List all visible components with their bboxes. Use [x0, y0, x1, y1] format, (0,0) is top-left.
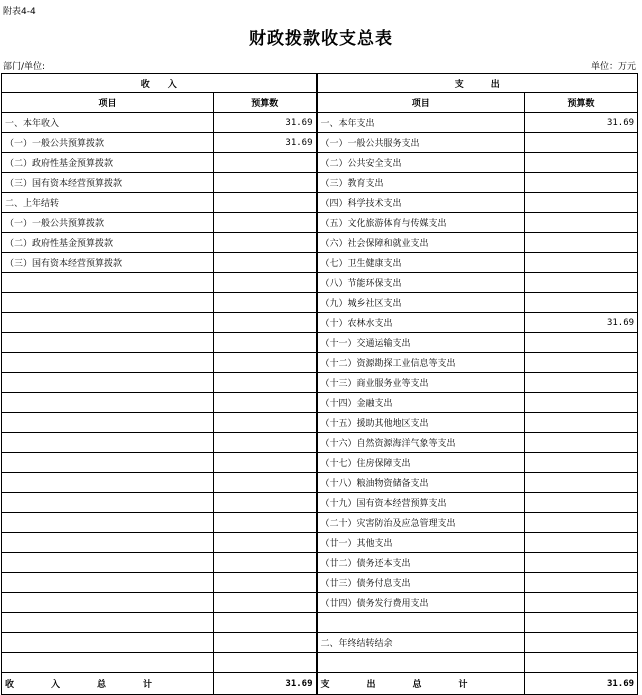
- income-budget-cell: [214, 653, 317, 673]
- unit-label: 单位：万元: [590, 62, 636, 72]
- income-item-cell: [2, 413, 214, 433]
- table-row: [2, 373, 638, 393]
- income-budget-cell: [214, 513, 317, 533]
- expense-total-label: 支 出 总 计: [317, 673, 525, 695]
- expense-item-cell: （十七）住房保障支出: [317, 453, 525, 473]
- income-item-cell: [2, 493, 214, 513]
- expense-item-cell: （四）科学技术支出: [317, 193, 525, 213]
- expense-budget-cell: [525, 193, 638, 213]
- expense-budget-cell: [525, 513, 638, 533]
- expense-budget-cell: [525, 233, 638, 253]
- income-budget-cell: [214, 213, 317, 233]
- income-budget-cell: [214, 353, 317, 373]
- table-row: [2, 113, 638, 133]
- expense-budget-cell: [525, 493, 638, 513]
- table-row: [2, 133, 638, 153]
- income-budget-cell: [214, 233, 317, 253]
- income-item-cell: （三）国有资本经营预算拨款: [2, 253, 214, 273]
- expense-budget-cell: [525, 633, 638, 653]
- expense-budget-cell: [525, 373, 638, 393]
- income-budget-cell: [214, 173, 317, 193]
- expense-item-cell: （廿一）其他支出: [317, 533, 525, 553]
- expense-item-cell: 一、本年支出: [317, 113, 525, 133]
- expense-budget-cell: [525, 413, 638, 433]
- income-item-cell: [2, 313, 214, 333]
- table-row: [2, 253, 638, 273]
- income-item-cell: （二）政府性基金预算拨款: [2, 153, 214, 173]
- income-budget-cell: [214, 553, 317, 573]
- income-item-cell: [2, 453, 214, 473]
- expense-budget-cell: [525, 353, 638, 373]
- income-budget-cell: 31.69: [214, 133, 317, 153]
- expense-item-cell: （十九）国有资本经营预算支出: [317, 493, 525, 513]
- income-budget-cell: [214, 633, 317, 653]
- table-row: [2, 313, 638, 333]
- expense-item-cell: （二）公共安全支出: [317, 153, 525, 173]
- expense-budget-cell: [525, 593, 638, 613]
- expense-budget-cell: [525, 333, 638, 353]
- page-title: 财政拨款收支总表: [249, 29, 393, 49]
- income-budget-cell: [214, 453, 317, 473]
- expense-item-cell: （十）农林水支出: [317, 313, 525, 333]
- table-row: [2, 393, 638, 413]
- income-budget-cell: 31.69: [214, 113, 317, 133]
- income-total-value: 31.69: [214, 673, 317, 695]
- income-item-cell: [2, 293, 214, 313]
- expense-budget-cell: [525, 473, 638, 493]
- expense-item-cell: （六）社会保障和就业支出: [317, 233, 525, 253]
- table-row: [2, 513, 638, 533]
- expense-item-cell: （廿二）债务还本支出: [317, 553, 525, 573]
- total-row: [2, 673, 638, 695]
- expense-budget-cell: [525, 553, 638, 573]
- column-header-row: [2, 93, 638, 113]
- table-row: [2, 353, 638, 373]
- income-budget-cell: [214, 373, 317, 393]
- expense-budget-cell: [525, 153, 638, 173]
- income-budget-cell: [214, 433, 317, 453]
- income-item-cell: [2, 633, 214, 653]
- income-item-cell: （一）一般公共预算拨款: [2, 133, 214, 153]
- table-row: [2, 233, 638, 253]
- table-row: [2, 593, 638, 613]
- table-row: [2, 613, 638, 633]
- income-item-cell: [2, 333, 214, 353]
- income-item-cell: （二）政府性基金预算拨款: [2, 233, 214, 253]
- table-row: [2, 273, 638, 293]
- expense-item-cell: （二十）灾害防治及应急管理支出: [317, 513, 525, 533]
- income-budget-cell: [214, 473, 317, 493]
- expense-budget-cell: [525, 393, 638, 413]
- table-row: [2, 413, 638, 433]
- income-item-cell: [2, 473, 214, 493]
- expense-section-header: 支 出: [317, 74, 638, 93]
- table-row: [2, 653, 638, 673]
- expense-item-header: 项目: [317, 93, 525, 113]
- income-budget-cell: [214, 333, 317, 353]
- expense-budget-cell: [525, 613, 638, 633]
- table-row: [2, 633, 638, 653]
- expense-budget-cell: [525, 133, 638, 153]
- income-budget-cell: [214, 393, 317, 413]
- income-item-cell: （三）国有资本经营预算拨款: [2, 173, 214, 193]
- income-item-cell: [2, 433, 214, 453]
- table-row: [2, 493, 638, 513]
- table-row: [2, 553, 638, 573]
- expense-budget-cell: [525, 253, 638, 273]
- table-row: [2, 533, 638, 553]
- expense-item-cell: （十五）援助其他地区支出: [317, 413, 525, 433]
- expense-item-cell: （三）教育支出: [317, 173, 525, 193]
- income-item-cell: [2, 273, 214, 293]
- income-total-label: 收 入 总 计: [2, 673, 214, 695]
- expense-budget-cell: [525, 213, 638, 233]
- expense-item-cell: （廿四）债务发行费用支出: [317, 593, 525, 613]
- income-budget-cell: [214, 533, 317, 553]
- expense-item-cell: （廿三）债务付息支出: [317, 573, 525, 593]
- income-budget-cell: [214, 313, 317, 333]
- income-budget-cell: [214, 293, 317, 313]
- expense-item-cell: （十四）金融支出: [317, 393, 525, 413]
- expense-budget-cell: [525, 173, 638, 193]
- income-item-cell: [2, 373, 214, 393]
- income-budget-cell: [214, 413, 317, 433]
- table-row: [2, 293, 638, 313]
- income-item-cell: [2, 573, 214, 593]
- income-item-cell: [2, 653, 214, 673]
- expense-budget-cell: [525, 533, 638, 553]
- expense-budget-cell: [525, 433, 638, 453]
- income-item-cell: 一、本年收入: [2, 113, 214, 133]
- section-header-row: [2, 74, 638, 93]
- income-budget-cell: [214, 493, 317, 513]
- income-budget-header: 预算数: [214, 93, 317, 113]
- table-row: [2, 173, 638, 193]
- income-item-cell: [2, 533, 214, 553]
- income-item-cell: （一）一般公共预算拨款: [2, 213, 214, 233]
- income-item-cell: [2, 353, 214, 373]
- table-row: [2, 473, 638, 493]
- income-item-cell: [2, 613, 214, 633]
- expense-budget-cell: 31.69: [525, 113, 638, 133]
- attachment-label: 附表4-4: [3, 7, 36, 17]
- income-item-header: 项目: [2, 93, 214, 113]
- expense-item-cell: [317, 613, 525, 633]
- expense-item-cell: （五）文化旅游体育与传媒支出: [317, 213, 525, 233]
- table-row: [2, 153, 638, 173]
- income-item-cell: [2, 393, 214, 413]
- table-row: [2, 433, 638, 453]
- expense-budget-cell: [525, 273, 638, 293]
- income-item-cell: [2, 553, 214, 573]
- expense-item-cell: （十三）商业服务业等支出: [317, 373, 525, 393]
- income-section-header: 收 入: [2, 74, 317, 93]
- expense-budget-header: 预算数: [525, 93, 638, 113]
- table-row: [2, 453, 638, 473]
- expense-total-value: 31.69: [525, 673, 638, 695]
- income-budget-cell: [214, 193, 317, 213]
- expense-budget-cell: [525, 573, 638, 593]
- table-row: [2, 333, 638, 353]
- expense-item-cell: [317, 653, 525, 673]
- income-budget-cell: [214, 273, 317, 293]
- expense-item-cell: 二、年终结转结余: [317, 633, 525, 653]
- table-row: [2, 573, 638, 593]
- expense-item-cell: （十二）资源勘探工业信息等支出: [317, 353, 525, 373]
- expense-item-cell: （一）一般公共服务支出: [317, 133, 525, 153]
- expense-budget-cell: [525, 453, 638, 473]
- expense-item-cell: （九）城乡社区支出: [317, 293, 525, 313]
- fiscal-summary-table: [1, 73, 638, 695]
- income-budget-cell: [214, 573, 317, 593]
- expense-budget-cell: 31.69: [525, 313, 638, 333]
- income-item-cell: [2, 593, 214, 613]
- department-label: 部门/单位:: [3, 62, 46, 72]
- expense-item-cell: （十八）粮油物资储备支出: [317, 473, 525, 493]
- income-budget-cell: [214, 253, 317, 273]
- income-item-cell: 二、上年结转: [2, 193, 214, 213]
- income-budget-cell: [214, 153, 317, 173]
- expense-item-cell: （七）卫生健康支出: [317, 253, 525, 273]
- expense-budget-cell: [525, 653, 638, 673]
- expense-item-cell: （八）节能环保支出: [317, 273, 525, 293]
- expense-item-cell: （十六）自然资源海洋气象等支出: [317, 433, 525, 453]
- expense-item-cell: （十一）交通运输支出: [317, 333, 525, 353]
- expense-budget-cell: [525, 293, 638, 313]
- table-row: [2, 193, 638, 213]
- income-budget-cell: [214, 593, 317, 613]
- table-row: [2, 213, 638, 233]
- income-budget-cell: [214, 613, 317, 633]
- income-item-cell: [2, 513, 214, 533]
